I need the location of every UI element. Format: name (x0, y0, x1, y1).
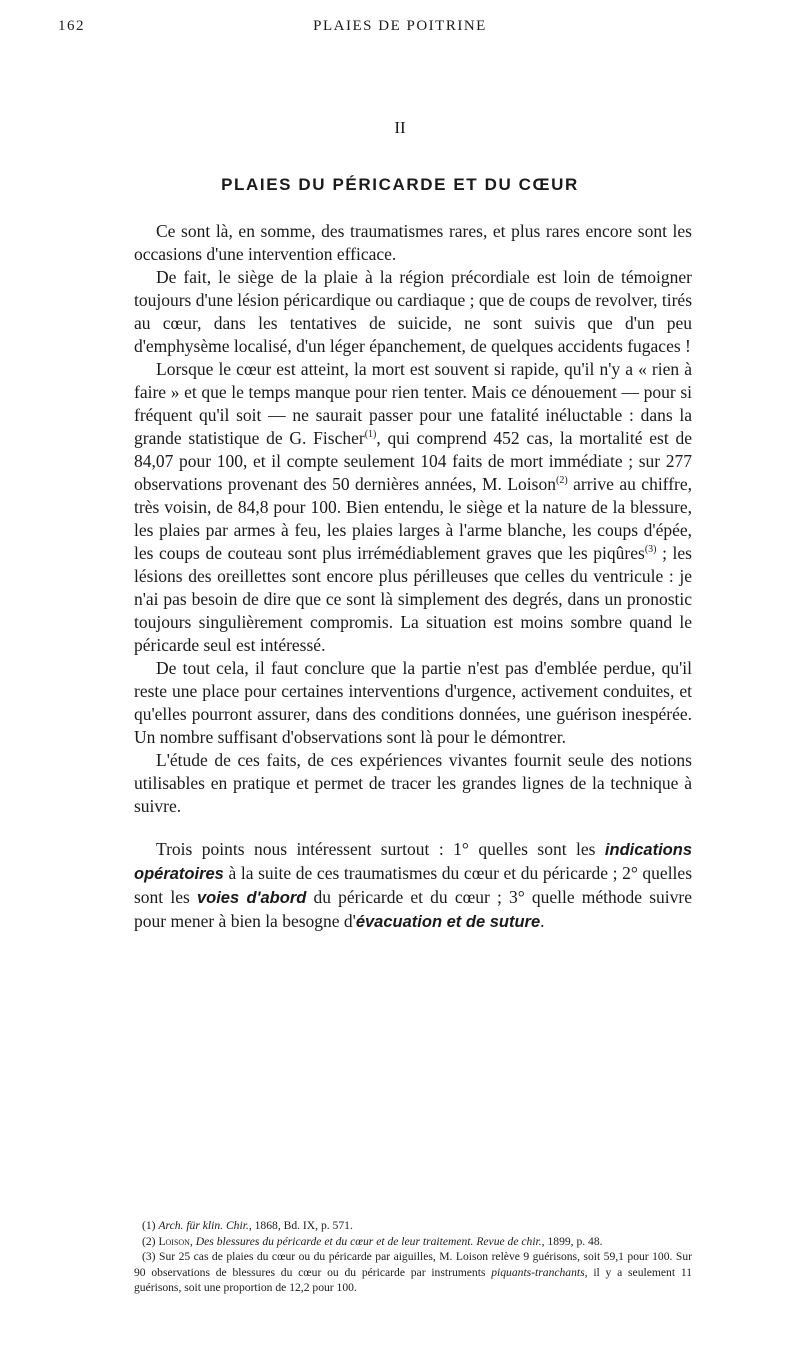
paragraph-6-part-b: à la suite de ces traumatismes du cœur et du péricarde ; 2° quelles sont les (134, 863, 692, 907)
keyword-indications: indications opératoires (134, 841, 692, 883)
footnotes (134, 1218, 692, 1296)
page-number: 162 (58, 18, 85, 34)
footnote-3: (3) Sur 25 cas de plaies du cœur ou du péricarde par aiguilles, M. Loison relève 9 guérisons, soit 59,1 pour 100. Sur 90 observations de blessures du cœur ou du péricarde par instruments piquants-tranchants, il y a seulement 11 guérisons, soit une proportion de 12,2 pour 100. (134, 1250, 693, 1294)
running-title: PLAIES DE POITRINE (313, 18, 487, 34)
keyword-evacuation-suture: évacuation et de suture (355, 913, 541, 931)
footnote-ref-3[interactable]: (3) (644, 544, 657, 556)
paragraph-1: Ce sont là, en somme, des traumatismes rares, et plus rares encore sont les occasions d'une intervention efficace. (134, 221, 692, 264)
running-header (58, 18, 742, 38)
footnote-2: (2) Loison, Des blessures du péricarde et du cœur et de leur traitement. Revue de chir., 1899, p. 48. (142, 1234, 603, 1248)
keyword-voies-abord: voies d'abord (196, 889, 307, 907)
paragraph-3-part-d: ; les lésions des oreillettes sont encore plus périlleuses que celles du ventricule : je n'ai pas besoin de dire que ce sont là simplement des degrés, dans un pronostic toujours singulièrement compromis. La situation est moins sombre quand le péricarde seul est intéressé. (134, 543, 692, 655)
section-title: PLAIES DU PÉRICARDE ET DU CŒUR (221, 175, 579, 194)
body-text (134, 220, 692, 934)
paragraph-2: De fait, le siège de la plaie à la région précordiale est loin de témoigner toujours d'une lésion péricardique ou cardiaque ; que de coups de revolver, tirés au cœur, dans les tentatives de suicide, ne sont suivis que d'un peu d'emphysème localisé, d'un léger épanchement, de quelques accidents fugaces ! (134, 267, 692, 356)
paragraph-6-part-d: . (540, 911, 545, 931)
paragraph-3 (134, 358, 692, 657)
footnote-1: (1) Arch. für klin. Chir., 1868, Bd. IX, p. 571. (142, 1219, 353, 1232)
paragraph-3-part-c: arrive au chiffre, très voisin, de 84,8 pour 100. Bien entendu, le siège et la nature de la blessure, les plaies par armes à feu, les plaies larges à l'arme blanche, les coups d'épée, les coups de couteau sont plus irrémédiablement graves que les piqûres (134, 474, 692, 563)
footnote-ref-2[interactable]: (2) (555, 475, 568, 487)
paragraph-4: De tout cela, il faut conclure que la partie n'est pas d'emblée perdue, qu'il reste une place pour certaines interventions d'urgence, activement conduites, et qu'elles pourront assurer, dans des conditions données, une guérison inespérée. Un nombre suffisant d'observations sont là pour le démontrer. (134, 658, 692, 747)
paragraph-6-part-c: du péricarde et du cœur ; 3° quelle méthode suivre pour mener à bien la besogne d' (134, 887, 692, 931)
paragraph-3-part-b: , qui comprend 452 cas, la mortalité est de 84,07 pour 100, et il compte seulement 104 faits de mort immédiate ; sur 277 observations provenant des 50 dernières années, M. Loison (134, 428, 692, 494)
paragraph-5: L'étude de ces faits, de ces expériences vivantes fournit seule des notions utilisables en pratique et permet de tracer les grandes lignes de la technique à suivre. (134, 750, 692, 816)
footnote-ref-1[interactable]: (1) (364, 429, 377, 441)
section-number: II (394, 118, 406, 137)
paragraph-6-part-a: Trois points nous intéressent surtout : 1° quelles sont les (156, 839, 605, 859)
paragraph-6 (134, 838, 692, 934)
paragraph-3-part-a: Lorsque le cœur est atteint, la mort est souvent si rapide, qu'il n'y a « rien à faire » et que le temps manque pour rien tenter. Mais ce dénouement — pour si fréquent qu'il soit — ne saurait passer pour une fatalité inéluctable : dans la grande statistique de G. Fischer (134, 359, 692, 448)
